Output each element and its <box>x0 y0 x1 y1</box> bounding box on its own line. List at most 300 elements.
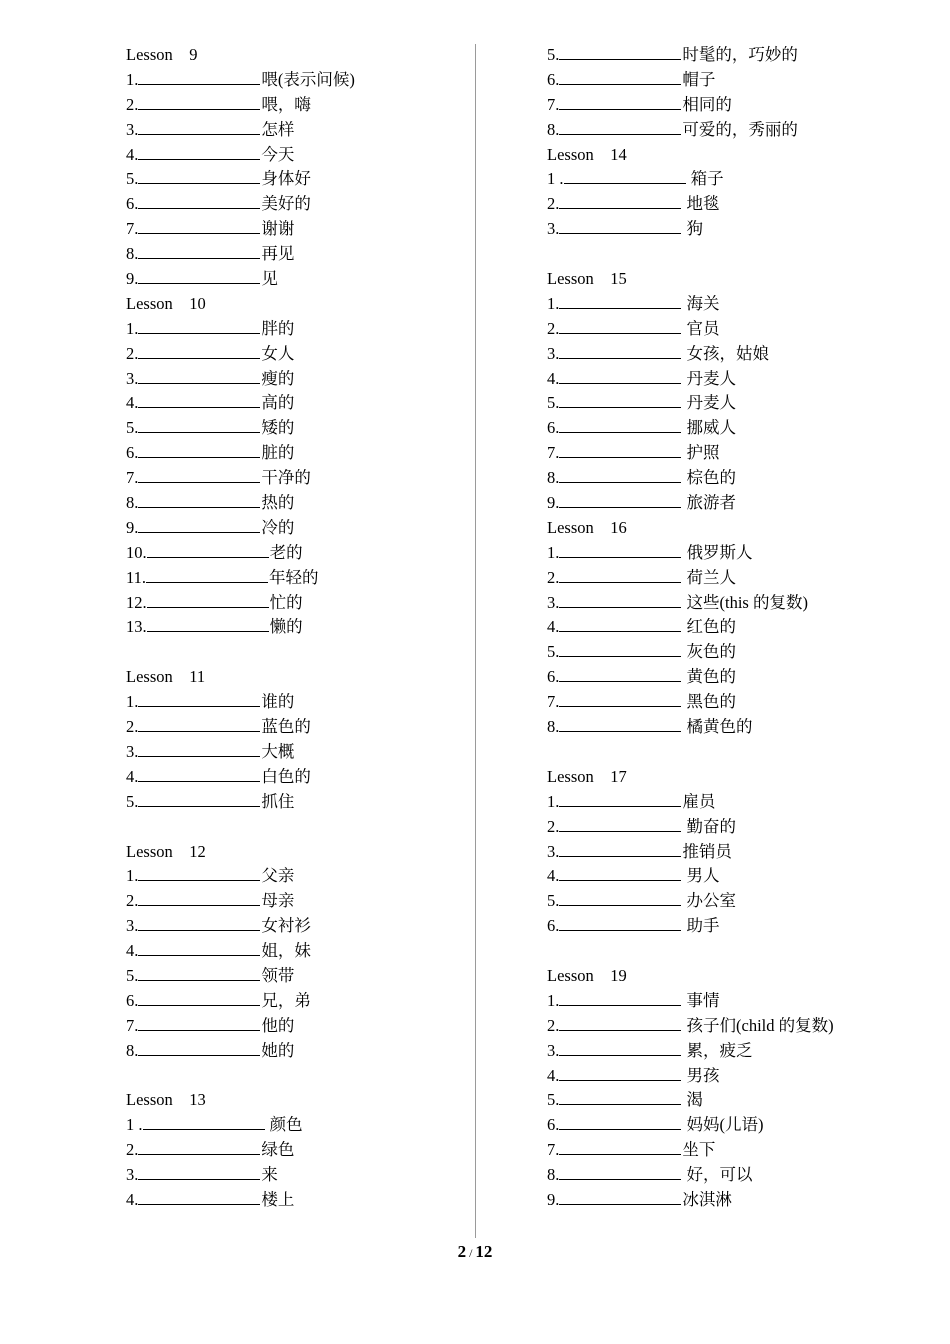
item-meaning: 累，疲乏 <box>682 1040 753 1060</box>
item-number: 1. <box>547 293 560 313</box>
item-meaning: 丹麦人 <box>682 393 736 413</box>
answer-blank[interactable] <box>138 442 260 458</box>
answer-blank[interactable] <box>559 1114 681 1130</box>
vocab-item <box>547 367 887 392</box>
item-meaning: 楼上 <box>261 1189 295 1209</box>
vocab-item <box>126 342 466 367</box>
answer-blank[interactable] <box>559 841 681 857</box>
answer-blank[interactable] <box>559 343 681 359</box>
vocab-item <box>547 1113 887 1138</box>
answer-blank[interactable] <box>564 168 686 184</box>
answer-blank[interactable] <box>138 1164 260 1180</box>
answer-blank[interactable] <box>138 218 260 234</box>
answer-blank[interactable] <box>559 716 681 732</box>
vocab-item <box>126 68 466 93</box>
item-number: 5. <box>547 1090 560 1110</box>
item-meaning: 护照 <box>682 443 720 463</box>
item-number: 8. <box>126 1040 139 1060</box>
answer-blank[interactable] <box>138 268 260 284</box>
answer-blank[interactable] <box>147 542 269 558</box>
answer-blank[interactable] <box>138 965 260 981</box>
item-meaning: 蓝色的 <box>261 717 311 737</box>
answer-blank[interactable] <box>559 1164 681 1180</box>
vocab-item <box>126 715 466 740</box>
item-meaning: 老的 <box>269 542 303 562</box>
answer-blank[interactable] <box>138 915 260 931</box>
item-meaning: 见 <box>261 269 278 289</box>
vocab-item <box>126 690 466 715</box>
vocab-item <box>126 516 466 541</box>
item-number: 4. <box>126 941 139 961</box>
item-meaning: 荷兰人 <box>682 567 736 587</box>
vocab-item <box>547 665 887 690</box>
item-number: 6. <box>126 194 139 214</box>
item-number: 8. <box>547 717 560 737</box>
item-meaning: 喂，嗨 <box>261 94 311 114</box>
item-meaning: 黄色的 <box>682 667 736 687</box>
item-number: 4. <box>547 866 560 886</box>
item-number: 5. <box>126 418 139 438</box>
lesson-heading: Lesson 9 <box>126 45 198 64</box>
answer-blank[interactable] <box>559 368 681 384</box>
answer-blank[interactable] <box>138 791 260 807</box>
vocab-item <box>547 192 887 217</box>
vocab-item <box>126 765 466 790</box>
vocab-item <box>126 441 466 466</box>
answer-blank[interactable] <box>138 1189 260 1205</box>
answer-blank[interactable] <box>138 343 260 359</box>
vocab-item <box>126 964 466 989</box>
item-number: 4. <box>547 368 560 388</box>
answer-blank[interactable] <box>559 94 681 110</box>
item-meaning: 箱子 <box>686 169 724 189</box>
item-meaning: 男人 <box>682 866 720 886</box>
item-number: 9. <box>547 1189 560 1209</box>
item-number: 2. <box>126 717 139 737</box>
answer-blank[interactable] <box>138 94 260 110</box>
item-number: 12. <box>126 592 147 612</box>
spacer <box>126 640 466 665</box>
item-number: 3. <box>547 219 560 239</box>
answer-blank[interactable] <box>559 915 681 931</box>
spacer <box>547 939 887 964</box>
vocab-item <box>547 93 887 118</box>
vocab-item <box>547 790 887 815</box>
spacer <box>126 1064 466 1089</box>
answer-blank[interactable] <box>138 940 260 956</box>
item-number: 5. <box>547 891 560 911</box>
answer-blank[interactable] <box>138 1015 260 1031</box>
vocab-item <box>547 1088 887 1113</box>
page-separator: / <box>469 1246 473 1260</box>
item-meaning: 官员 <box>682 318 720 338</box>
item-meaning: 脏的 <box>261 443 295 463</box>
vocab-item <box>126 1113 466 1138</box>
item-number: 4. <box>547 1065 560 1085</box>
left-column <box>126 43 466 1213</box>
vocab-item <box>547 1064 887 1089</box>
item-number: 2. <box>547 318 560 338</box>
vocab-item <box>126 118 466 143</box>
item-meaning: 事情 <box>682 990 720 1010</box>
item-number: 8. <box>547 1165 560 1185</box>
item-meaning: 帽子 <box>682 69 716 89</box>
item-number: 1. <box>126 318 139 338</box>
item-number: 4. <box>547 617 560 637</box>
item-number: 5. <box>547 45 560 64</box>
answer-blank[interactable] <box>559 592 681 608</box>
column-divider <box>475 44 476 1238</box>
answer-blank[interactable] <box>559 1040 681 1056</box>
answer-blank[interactable] <box>559 293 681 309</box>
item-number: 5. <box>126 169 139 189</box>
vocab-item <box>547 1188 887 1213</box>
item-meaning: 男孩 <box>682 1065 720 1085</box>
vocab-item <box>547 989 887 1014</box>
item-number: 4. <box>126 766 139 786</box>
vocab-item <box>126 192 466 217</box>
item-meaning: 妈妈(儿语) <box>682 1115 764 1135</box>
answer-blank[interactable] <box>559 567 681 583</box>
item-meaning: 领带 <box>261 965 295 985</box>
vocab-item <box>126 267 466 292</box>
item-number: 6. <box>126 990 139 1010</box>
answer-blank[interactable] <box>559 865 681 881</box>
answer-blank[interactable] <box>559 417 681 433</box>
item-number: 1. <box>547 542 560 562</box>
page-total: 12 <box>475 1242 493 1261</box>
vocab-item <box>547 1039 887 1064</box>
vocab-item <box>547 615 887 640</box>
item-number: 2. <box>126 343 139 363</box>
item-number: 6. <box>547 667 560 687</box>
answer-blank[interactable] <box>143 1114 265 1130</box>
item-meaning: 相同的 <box>682 94 732 114</box>
answer-blank[interactable] <box>138 766 260 782</box>
answer-blank[interactable] <box>559 442 681 458</box>
item-number: 4. <box>126 144 139 164</box>
item-number: 2. <box>547 194 560 214</box>
answer-blank[interactable] <box>138 119 260 135</box>
answer-blank[interactable] <box>138 517 260 533</box>
right-column <box>547 43 887 1213</box>
answer-blank[interactable] <box>559 1065 681 1081</box>
item-number: 6. <box>547 418 560 438</box>
item-number: 6. <box>547 69 560 89</box>
vocab-item <box>126 740 466 765</box>
answer-blank[interactable] <box>147 616 269 632</box>
vocab-item <box>547 167 887 192</box>
item-meaning: 今天 <box>261 144 295 164</box>
item-meaning: 这些(this 的复数) <box>682 592 808 612</box>
item-meaning: 他的 <box>261 1015 295 1035</box>
item-meaning: 灰色的 <box>682 642 736 662</box>
item-number: 2. <box>547 567 560 587</box>
item-number: 3. <box>126 916 139 936</box>
item-meaning: 助手 <box>682 916 720 936</box>
item-number: 7. <box>126 1015 139 1035</box>
item-number: 2. <box>126 1140 139 1160</box>
item-number: 1. <box>547 791 560 811</box>
lesson-heading: Lesson 15 <box>547 269 627 289</box>
item-meaning: 黑色的 <box>682 692 736 712</box>
item-number: 5. <box>547 642 560 662</box>
item-meaning: 地毯 <box>682 194 720 214</box>
vocab-item <box>126 914 466 939</box>
item-meaning: 姐，妹 <box>261 941 311 961</box>
item-number: 5. <box>126 791 139 811</box>
answer-blank[interactable] <box>559 641 681 657</box>
vocab-item <box>547 292 887 317</box>
item-number: 13. <box>126 617 147 637</box>
item-meaning: 胖的 <box>261 318 295 338</box>
vocab-item <box>126 864 466 889</box>
vocab-item <box>547 889 887 914</box>
vocab-item <box>547 640 887 665</box>
vocab-item <box>547 391 887 416</box>
answer-blank[interactable] <box>138 368 260 384</box>
vocab-item <box>126 317 466 342</box>
answer-blank[interactable] <box>138 144 260 160</box>
item-meaning: 白色的 <box>261 766 311 786</box>
item-meaning: 抓住 <box>261 791 295 811</box>
vocab-item <box>547 815 887 840</box>
item-meaning: 她的 <box>261 1040 295 1060</box>
answer-blank[interactable] <box>138 69 260 85</box>
item-number: 8. <box>547 119 560 139</box>
item-number: 2. <box>547 816 560 836</box>
answer-blank[interactable] <box>146 567 268 583</box>
item-number: 3. <box>126 119 139 139</box>
item-meaning: 办公室 <box>682 891 736 911</box>
item-meaning: 母亲 <box>261 891 295 911</box>
vocab-item <box>547 840 887 865</box>
vocab-item <box>547 491 887 516</box>
answer-blank[interactable] <box>559 666 681 682</box>
vocab-item <box>126 367 466 392</box>
item-number: 6. <box>547 916 560 936</box>
vocab-item <box>126 591 466 616</box>
item-number: 9. <box>547 493 560 513</box>
item-meaning: 旅游者 <box>682 493 736 513</box>
vocab-item <box>126 217 466 242</box>
item-meaning: 兄，弟 <box>261 990 311 1010</box>
answer-blank[interactable] <box>559 691 681 707</box>
item-meaning: 可爱的，秀丽的 <box>682 119 798 139</box>
item-meaning: 冰淇淋 <box>682 1189 732 1209</box>
item-meaning: 俄罗斯人 <box>682 542 753 562</box>
page-number: 2 <box>457 1242 467 1261</box>
vocab-item <box>126 416 466 441</box>
vocab-item <box>547 1014 887 1039</box>
item-number: 9. <box>126 517 139 537</box>
item-number: 1. <box>126 692 139 712</box>
item-meaning: 干净的 <box>261 468 311 488</box>
vocab-item <box>547 1138 887 1163</box>
vocab-item <box>547 914 887 939</box>
vocab-item <box>547 317 887 342</box>
answer-blank[interactable] <box>559 791 681 807</box>
vocab-item <box>126 615 466 640</box>
answer-blank[interactable] <box>138 865 260 881</box>
item-meaning: 高的 <box>261 393 295 413</box>
item-meaning: 身体好 <box>261 169 311 189</box>
vocab-item <box>126 939 466 964</box>
item-meaning: 坐下 <box>682 1140 716 1160</box>
lesson-heading: Lesson 16 <box>547 517 627 537</box>
vocab-item <box>126 989 466 1014</box>
answer-blank[interactable] <box>138 716 260 732</box>
item-number: 11. <box>126 567 147 587</box>
item-meaning: 美好的 <box>261 194 311 214</box>
vocab-item <box>547 541 887 566</box>
item-meaning: 来 <box>261 1165 278 1185</box>
item-number: 4. <box>126 1189 139 1209</box>
answer-blank[interactable] <box>138 193 260 209</box>
item-number: 5. <box>547 393 560 413</box>
vocab-item <box>547 1163 887 1188</box>
vocab-item <box>547 441 887 466</box>
answer-blank[interactable] <box>559 1089 681 1105</box>
item-meaning: 谢谢 <box>261 219 295 239</box>
item-number: 1 . <box>126 1115 143 1135</box>
lesson-heading: Lesson 13 <box>126 1090 206 1110</box>
item-number: 6. <box>126 443 139 463</box>
item-meaning: 狗 <box>682 219 703 239</box>
vocab-item <box>126 93 466 118</box>
vocab-item <box>126 1163 466 1188</box>
answer-blank[interactable] <box>559 816 681 832</box>
answer-blank[interactable] <box>559 392 681 408</box>
item-meaning: 女人 <box>261 343 295 363</box>
item-number: 7. <box>126 468 139 488</box>
item-number: 3. <box>126 741 139 761</box>
answer-blank[interactable] <box>559 890 681 906</box>
item-meaning: 绿色 <box>261 1140 295 1160</box>
item-number: 3. <box>547 1040 560 1060</box>
vocab-item <box>126 242 466 267</box>
answer-blank[interactable] <box>559 69 681 85</box>
item-meaning: 雇员 <box>682 791 716 811</box>
item-meaning: 女孩，姑娘 <box>682 343 769 363</box>
item-meaning: 勤奋的 <box>682 816 736 836</box>
vocab-item <box>126 143 466 168</box>
answer-blank[interactable] <box>559 1139 681 1155</box>
item-meaning: 棕色的 <box>682 468 736 488</box>
item-meaning: 冷的 <box>261 517 295 537</box>
item-meaning: 懒的 <box>269 617 303 637</box>
answer-blank[interactable] <box>559 616 681 632</box>
item-meaning: 女衬衫 <box>261 916 311 936</box>
vocab-item <box>547 342 887 367</box>
item-meaning: 热的 <box>261 493 295 513</box>
answer-blank[interactable] <box>559 467 681 483</box>
vocab-item <box>547 715 887 740</box>
item-meaning: 年轻的 <box>269 567 319 587</box>
item-number: 8. <box>547 468 560 488</box>
item-number: 5. <box>126 965 139 985</box>
vocab-item <box>547 466 887 491</box>
item-number: 3. <box>547 343 560 363</box>
lesson-heading: Lesson 12 <box>126 841 206 861</box>
answer-blank[interactable] <box>138 318 260 334</box>
vocab-item <box>126 491 466 516</box>
item-meaning: 父亲 <box>261 866 295 886</box>
item-meaning: 好，可以 <box>682 1165 753 1185</box>
item-number: 7. <box>547 692 560 712</box>
answer-blank[interactable] <box>559 492 681 508</box>
answer-blank[interactable] <box>138 890 260 906</box>
lesson-heading: Lesson 10 <box>126 293 206 313</box>
answer-blank[interactable] <box>559 318 681 334</box>
vocab-item <box>126 566 466 591</box>
answer-blank[interactable] <box>559 1189 681 1205</box>
answer-blank[interactable] <box>138 492 260 508</box>
item-meaning: 海关 <box>682 293 720 313</box>
vocab-item <box>126 889 466 914</box>
vocab-item <box>126 790 466 815</box>
answer-blank[interactable] <box>138 990 260 1006</box>
item-number: 2. <box>126 891 139 911</box>
answer-blank[interactable] <box>138 1139 260 1155</box>
item-number: 3. <box>126 1165 139 1185</box>
vocab-item <box>547 217 887 242</box>
lesson-heading: Lesson 11 <box>126 667 206 687</box>
lesson-heading: Lesson 19 <box>547 965 627 985</box>
answer-blank[interactable] <box>147 592 269 608</box>
answer-blank[interactable] <box>559 542 681 558</box>
vocab-item <box>547 566 887 591</box>
item-number: 8. <box>126 493 139 513</box>
answer-blank[interactable] <box>559 1015 681 1031</box>
item-meaning: 谁的 <box>261 692 295 712</box>
answer-blank[interactable] <box>138 467 260 483</box>
item-number: 1. <box>126 69 139 89</box>
item-meaning: 怎样 <box>261 119 295 139</box>
item-number: 1 . <box>547 169 564 189</box>
vocab-item <box>547 118 887 143</box>
answer-blank[interactable] <box>559 119 681 135</box>
item-meaning: 时髦的，巧妙的 <box>682 45 798 64</box>
vocab-item <box>547 864 887 889</box>
answer-blank[interactable] <box>138 392 260 408</box>
item-number: 7. <box>547 443 560 463</box>
answer-blank[interactable] <box>138 168 260 184</box>
answer-blank[interactable] <box>138 741 260 757</box>
answer-blank[interactable] <box>559 218 681 234</box>
item-meaning: 橘黄色的 <box>682 717 753 737</box>
item-meaning: 丹麦人 <box>682 368 736 388</box>
answer-blank[interactable] <box>559 44 681 60</box>
item-meaning: 大概 <box>261 741 295 761</box>
answer-blank[interactable] <box>138 691 260 707</box>
item-number: 7. <box>126 219 139 239</box>
item-meaning: 红色的 <box>682 617 736 637</box>
vocab-item <box>126 1138 466 1163</box>
vocab-item <box>547 68 887 93</box>
spacer <box>547 740 887 765</box>
answer-blank[interactable] <box>138 417 260 433</box>
item-meaning: 推销员 <box>682 841 732 861</box>
answer-blank[interactable] <box>138 243 260 259</box>
item-meaning: 颜色 <box>265 1115 303 1135</box>
answer-blank[interactable] <box>138 1040 260 1056</box>
vocab-item <box>547 416 887 441</box>
answer-blank[interactable] <box>559 990 681 1006</box>
answer-blank[interactable] <box>559 193 681 209</box>
vocab-item <box>547 690 887 715</box>
item-number: 9. <box>126 269 139 289</box>
